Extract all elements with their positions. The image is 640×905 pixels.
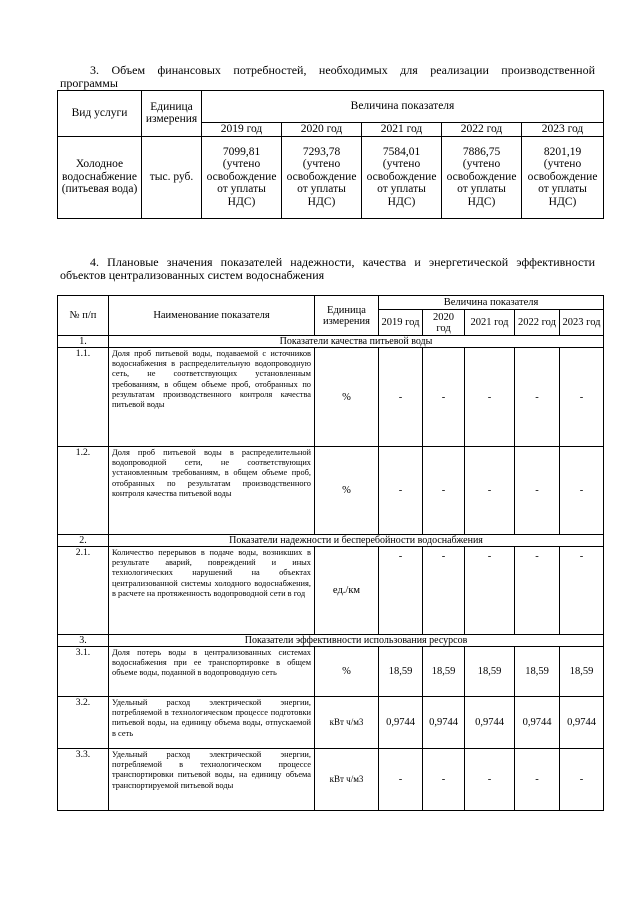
row-num: 1.2.	[58, 447, 109, 535]
row-value: 0,9744	[560, 697, 604, 749]
table-row	[58, 348, 604, 447]
row-value: -	[465, 749, 515, 811]
section-4-heading	[60, 256, 595, 282]
row-value: -	[379, 749, 423, 811]
section-3-heading-line1: 3. Объем финансовых потребностей, необходимых для реализации производственной	[90, 63, 595, 77]
row-value: 0,9744	[465, 697, 515, 749]
section-4-heading-line1: 4. Плановые значения показателей надежности, качества и энергетической эффективности	[90, 255, 595, 269]
row-unit: кВт ч/м3	[315, 749, 379, 811]
col-header-value: Величина показателя	[202, 91, 604, 123]
row-value: 18,59	[515, 647, 560, 697]
section-4-heading-line2: объектов централизованных систем водоснабжения	[60, 268, 325, 282]
group-num: 3.	[58, 635, 109, 647]
row-value: -	[515, 348, 560, 447]
row-unit: %	[315, 447, 379, 535]
year-header: 2021 год	[362, 123, 442, 137]
row-value: -	[560, 447, 604, 535]
row-value: -	[379, 547, 423, 635]
row-value: -	[423, 749, 465, 811]
col-header-unit: Единица измерения	[315, 296, 379, 336]
row-value: 0,9744	[379, 697, 423, 749]
value-cell: 7886,75 (учтено освобождение от уплаты НДС)	[442, 136, 522, 218]
row-value: -	[379, 348, 423, 447]
table-row	[58, 547, 604, 635]
row-unit: %	[315, 348, 379, 447]
row-num: 3.1.	[58, 647, 109, 697]
group-title: Показатели надежности и бесперебойности водоснабжения	[109, 535, 604, 547]
row-unit: ед./км	[315, 547, 379, 635]
group-title: Показатели качества питьевой воды	[109, 336, 604, 348]
year-header: 2019 год	[379, 310, 423, 336]
row-unit: кВт ч/м3	[315, 697, 379, 749]
value-cell: 7099,81 (учтено освобождение от уплаты НДС)	[202, 136, 282, 218]
row-name: Удельный расход электрической энергии, потребляемой в технологическом процессе подготовки питьевой воды, на единицу объема воды, отпускаемой в сеть	[109, 697, 315, 749]
row-value: -	[560, 547, 604, 635]
col-header-num: № п/п	[58, 296, 109, 336]
value-cell: 8201,19 (учтено освобождение от уплаты НДС)	[522, 136, 604, 218]
row-value: -	[465, 547, 515, 635]
row-value: -	[423, 547, 465, 635]
value-cell: 7584,01 (учтено освобождение от уплаты НДС)	[362, 136, 442, 218]
table-row	[58, 647, 604, 697]
col-header-service: Вид услуги	[58, 91, 142, 137]
unit-cell: тыс. руб.	[142, 136, 202, 218]
row-unit: %	[315, 647, 379, 697]
row-value: -	[515, 749, 560, 811]
section-3-heading-line2: программы	[60, 76, 118, 90]
row-num: 1.1.	[58, 348, 109, 447]
row-num: 3.3.	[58, 749, 109, 811]
row-num: 2.1.	[58, 547, 109, 635]
year-header: 2020 год	[423, 310, 465, 336]
row-name: Доля потерь воды в централизованных системах водоснабжения при ее транспортировке в общем объеме воды, поданной в водопроводную сеть	[109, 647, 315, 697]
col-header-value: Величина показателя	[379, 296, 604, 310]
year-header: 2022 год	[515, 310, 560, 336]
group-num: 1.	[58, 336, 109, 348]
row-name: Количество перерывов в подаче воды, возникших в результате аварий, повреждений и иных технологических нарушений на объектах централизованной системы холодного водоснабжения, в расчете на протяженность водопроводной сети в год	[109, 547, 315, 635]
row-value: 18,59	[465, 647, 515, 697]
col-header-name: Наименование показателя	[109, 296, 315, 336]
group-num: 2.	[58, 535, 109, 547]
row-value: -	[560, 348, 604, 447]
group-row	[58, 336, 604, 348]
row-name: Доля проб питьевой воды, подаваемой с источников водоснабжения в распределительную водопроводную сеть, не соответствующих установленным требованиям, в общем объеме проб, отобранных по результатам производственного контроля качества питьевой воды	[109, 348, 315, 447]
table-row	[58, 447, 604, 535]
row-value: -	[465, 348, 515, 447]
service-name: Холодное водоснабжение (питьевая вода)	[58, 136, 142, 218]
group-row	[58, 535, 604, 547]
row-value: 0,9744	[515, 697, 560, 749]
row-value: -	[515, 547, 560, 635]
row-name: Удельный расход электрической энергии, потребляемой в технологическом процессе транспортировки питьевой воды, на единицу объема транспортируемой питьевой воды	[109, 749, 315, 811]
financial-needs-table	[57, 90, 604, 219]
table-row	[58, 697, 604, 749]
row-value: -	[423, 348, 465, 447]
value-cell: 7293,78 (учтено освобождение от уплаты НДС)	[282, 136, 362, 218]
row-value: 18,59	[379, 647, 423, 697]
row-value: -	[560, 749, 604, 811]
row-value: -	[423, 447, 465, 535]
table-row	[58, 749, 604, 811]
section-3-heading	[60, 64, 595, 90]
row-value: -	[465, 447, 515, 535]
year-header: 2019 год	[202, 123, 282, 137]
year-header: 2020 год	[282, 123, 362, 137]
group-title: Показатели эффективности использования ресурсов	[109, 635, 604, 647]
row-name: Доля проб питьевой воды в распределительной водопроводной сети, не соответствующих установленным требованиям, в общем объеме проб, отобранных по результатам производственного контроля качества питьевой воды	[109, 447, 315, 535]
row-value: 18,59	[560, 647, 604, 697]
indicators-table	[57, 295, 604, 811]
row-value: 18,59	[423, 647, 465, 697]
col-header-unit: Единица измерения	[142, 91, 202, 137]
row-num: 3.2.	[58, 697, 109, 749]
year-header: 2021 год	[465, 310, 515, 336]
group-row	[58, 635, 604, 647]
row-value: -	[379, 447, 423, 535]
row-value: 0,9744	[423, 697, 465, 749]
year-header: 2023 год	[560, 310, 604, 336]
year-header: 2023 год	[522, 123, 604, 137]
row-value: -	[515, 447, 560, 535]
year-header: 2022 год	[442, 123, 522, 137]
